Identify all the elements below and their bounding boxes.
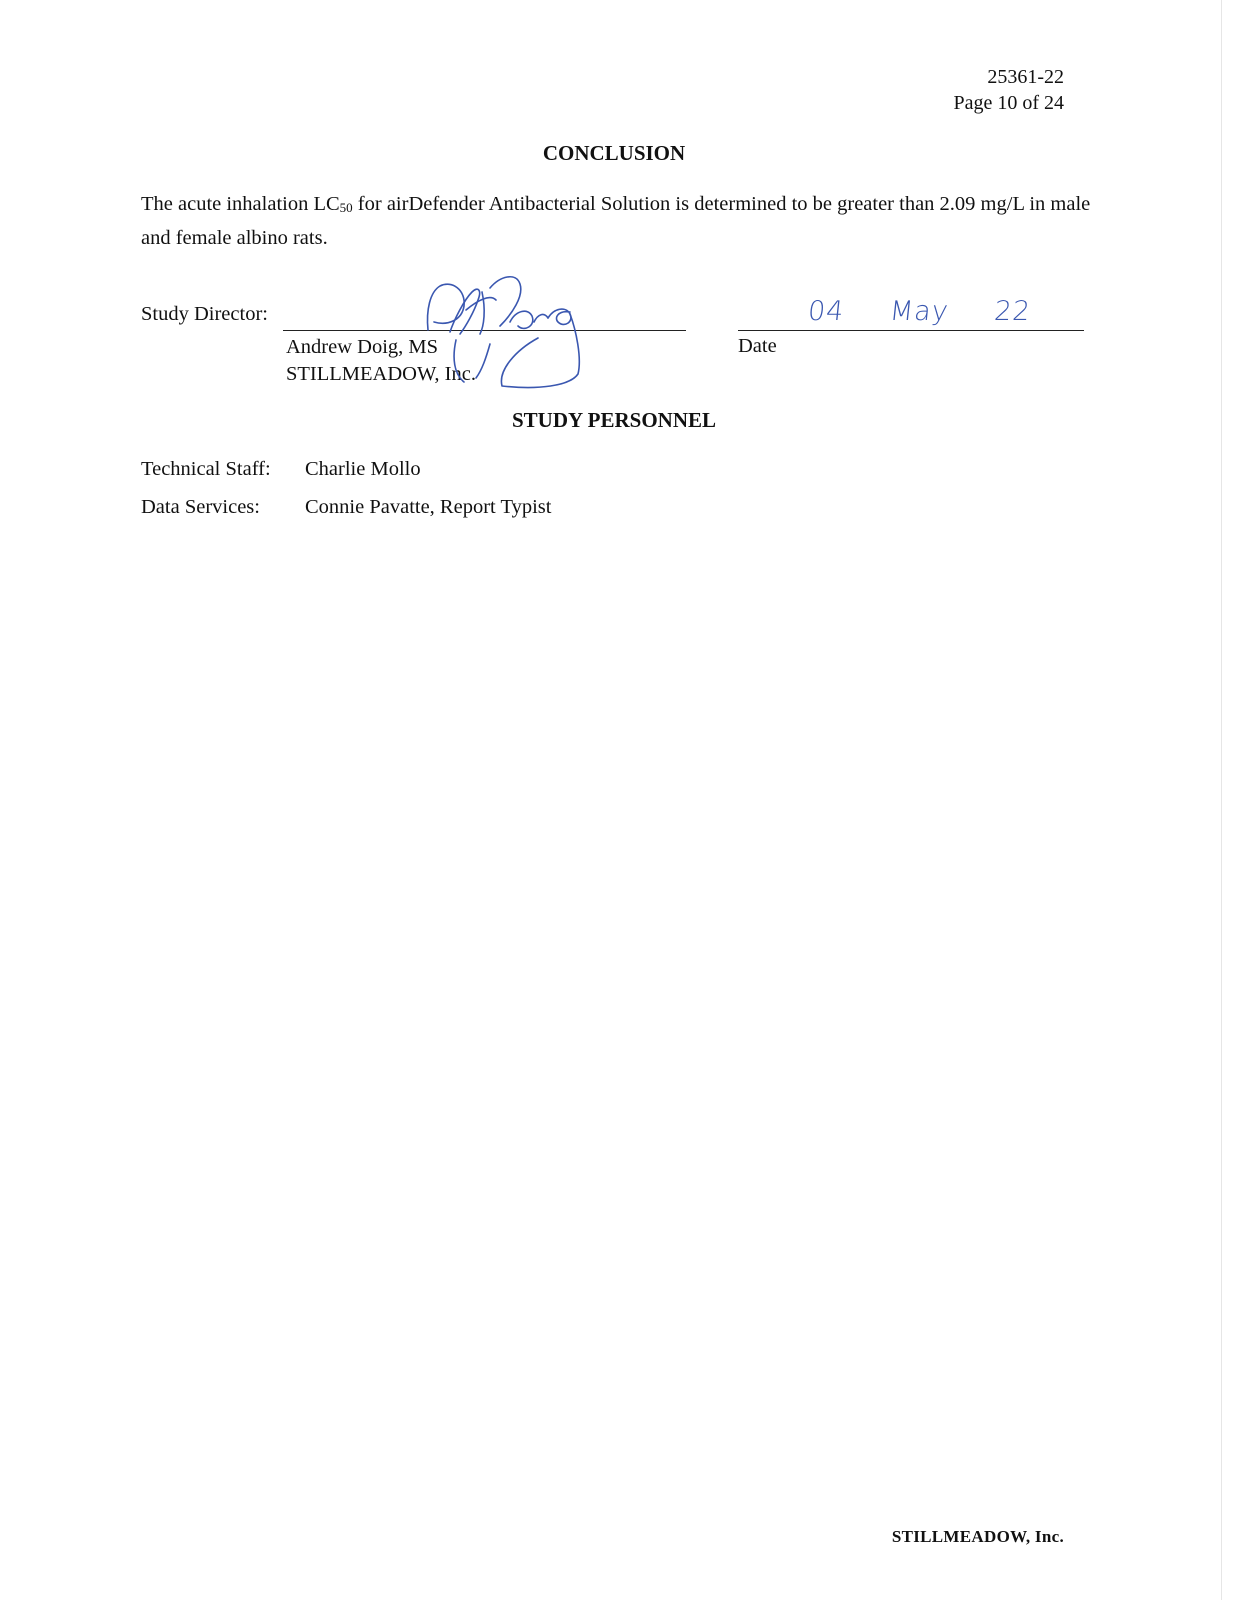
conclusion-paragraph: [141, 189, 1091, 253]
personnel-person: Charlie Mollo: [305, 458, 421, 480]
conclusion-text-end: for airDefender Antibacterial Solution is determined to be greater than 2.09 mg/L in male and female albino rats.: [141, 193, 1091, 249]
signatory-name: Andrew Doig, MS: [286, 336, 439, 358]
page-header: [953, 64, 1064, 116]
date-label: Date: [738, 335, 777, 357]
conclusion-text-start: The acute inhalation LC: [141, 193, 340, 215]
personnel-person: Connie Pavatte, Report Typist: [305, 496, 552, 518]
page-edge-divider: [1221, 0, 1222, 1600]
lc-subscript: 50: [339, 200, 353, 215]
footer-company: STILLMEADOW, Inc.: [891, 1527, 1064, 1546]
date-line: [738, 330, 1084, 331]
personnel-row: [141, 496, 551, 519]
personnel-row: [141, 458, 421, 481]
study-personnel-heading: STUDY PERSONNEL: [511, 408, 716, 432]
signatory-company: STILLMEADOW, Inc.: [286, 363, 476, 385]
page-number: Page 10 of 24: [953, 92, 1064, 114]
handwritten-signature: [420, 270, 620, 400]
personnel-role: Data Services:: [141, 496, 260, 518]
conclusion-heading: CONCLUSION: [542, 141, 686, 165]
study-director-label: Study Director:: [141, 303, 268, 325]
personnel-role: Technical Staff:: [141, 458, 271, 480]
report-number: 25361-22: [987, 66, 1064, 88]
handwritten-date: 04 May 22: [806, 296, 1033, 327]
